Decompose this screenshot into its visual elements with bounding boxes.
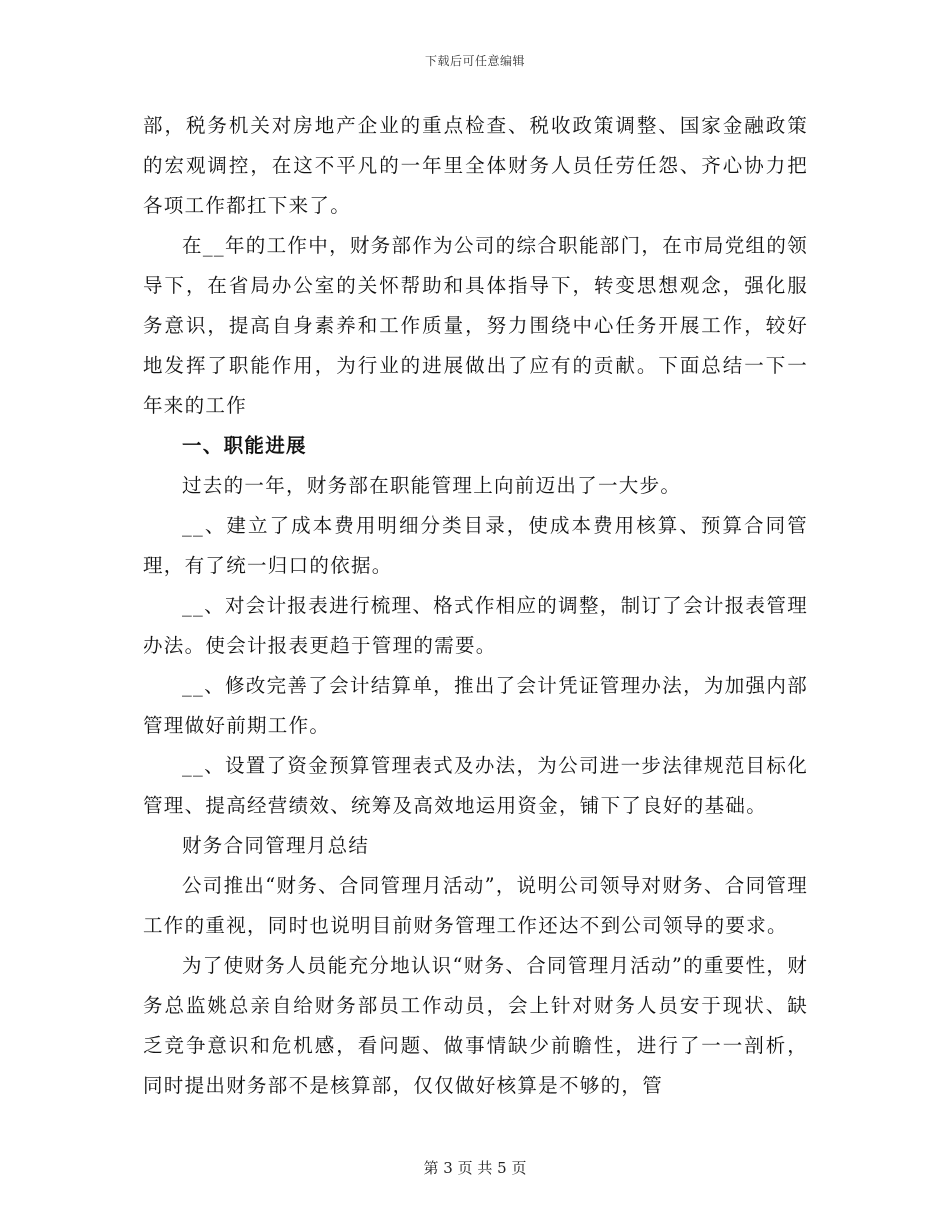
subsection-title: 财务合同管理月总结 xyxy=(182,834,370,857)
paragraph: 过去的一年，财务部在职能管理上向前迈出了一大步。 xyxy=(182,474,682,497)
paragraph: 为了使财务人员能充分地认识“财务、合同管理月活动”的重要性，财务总监姚总亲自给财务部员工作动员，会上针对财务人员安于现状、缺乏竞争意识和危机感，看问题、做事情缺少前瞻性，进行了一一剖析，同时提出财务部不是核算部，仅仅做好核算是不够的，管 xyxy=(143,954,808,1097)
paragraph: 公司推出“财务、合同管理月活动”，说明公司领导对财务、合同管理工作的重视，同时也说明目前财务管理工作还达不到公司领导的要求。 xyxy=(143,874,808,937)
section-heading: 一、职能进展 xyxy=(182,434,307,457)
document-body xyxy=(143,106,808,1106)
page-header: 下载后可任意编辑 xyxy=(424,54,525,68)
page-footer: 第 3 页 共 5 页 xyxy=(423,1159,527,1177)
paragraph: 在__年的工作中，财务部作为公司的综合职能部门，在市局党组的领导下，在省局办公室的关怀帮助和具体指导下，转变思想观念，强化服务意识，提高自身素养和工作质量，努力围绕中心任务开展工作，较好地发挥了职能作用，为行业的进展做出了应有的贡献。下面总结一下一年来的工作 xyxy=(143,234,808,417)
list-item: __、修改完善了会计结算单，推出了会计凭证管理办法，为加强内部管理做好前期工作。 xyxy=(143,674,808,737)
paragraph-continued: 部，税务机关对房地产企业的重点检查、税收政策调整、国家金融政策的宏观调控，在这不平凡的一年里全体财务人员任劳任怨、齐心协力把各项工作都扛下来了。 xyxy=(143,114,808,217)
list-item: __、对会计报表进行梳理、格式作相应的调整，制订了会计报表管理办法。使会计报表更趋于管理的需要。 xyxy=(143,594,808,657)
list-item: __、建立了成本费用明细分类目录，使成本费用核算、预算合同管理，有了统一归口的依据。 xyxy=(143,514,808,577)
list-item: __、设置了资金预算管理表式及办法，为公司进一步法律规范目标化管理、提高经营绩效、统筹及高效地运用资金，铺下了良好的基础。 xyxy=(143,754,808,817)
